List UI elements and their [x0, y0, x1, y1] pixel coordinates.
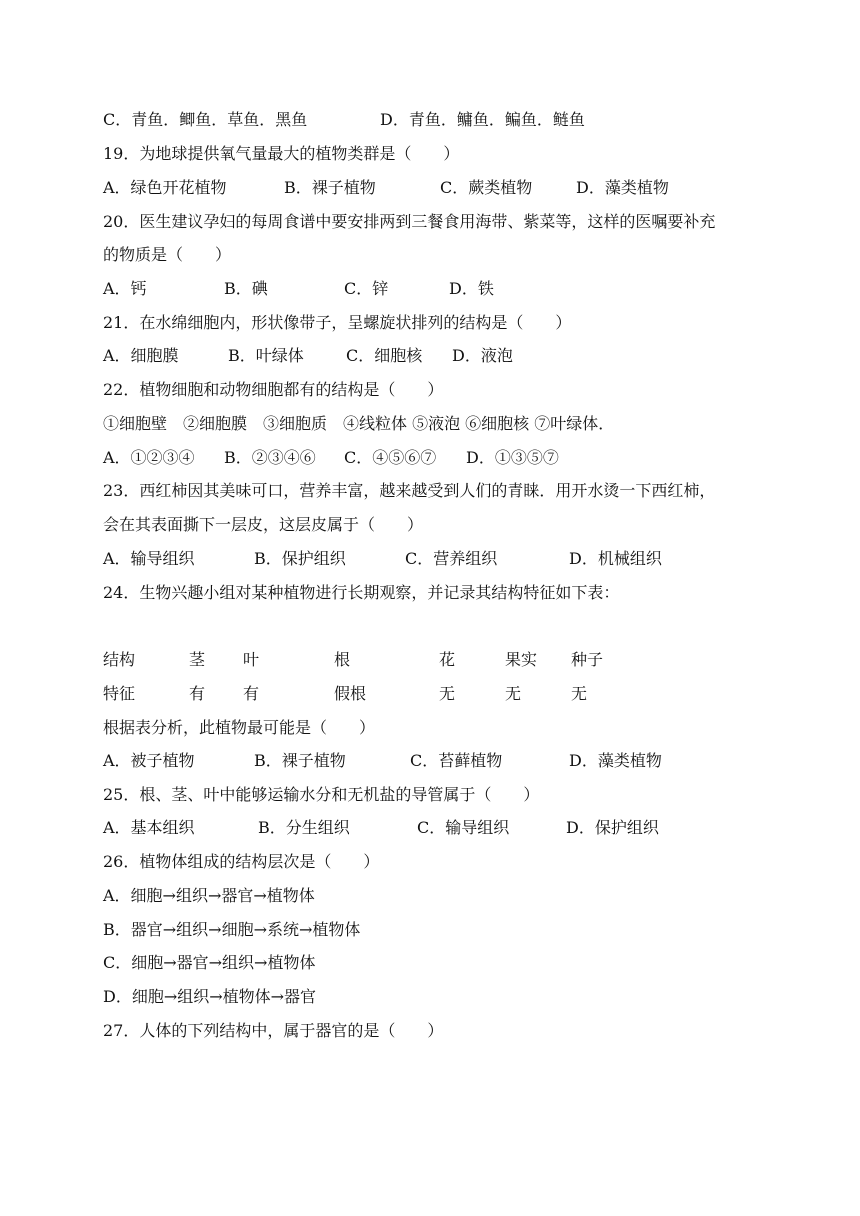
q23-option-c: C．营养组织 [405, 549, 498, 568]
table-cell: 无 [439, 684, 456, 703]
q22-option-c: C．④⑤⑥⑦ [344, 448, 437, 467]
q18-option-c: C．青鱼．鲫鱼．草鱼．黑鱼 [103, 110, 308, 129]
q19-option-b: B．裸子植物 [284, 178, 376, 197]
q26-option-b: B．器官→组织→细胞→系统→植物体 [103, 920, 361, 939]
table-cell: 无 [505, 684, 522, 703]
table-cell: 特征 [103, 684, 136, 703]
table-header-cell: 种子 [571, 650, 604, 669]
table-header-cell: 茎 [189, 650, 206, 669]
q24-stem: 24．生物兴趣小组对某种植物进行长期观察，并记录其结构特征如下表： [103, 583, 620, 602]
q20-option-c: C．锌 [344, 279, 389, 298]
q23-option-d: D．机械组织 [569, 549, 662, 568]
table-header-cell: 根 [334, 650, 351, 669]
q21-option-a: A．细胞膜 [103, 346, 179, 365]
q24-option-d: D．藻类植物 [569, 751, 662, 770]
q22-option-d: D．①③⑤⑦ [466, 448, 559, 467]
table-cell: 有 [243, 684, 260, 703]
q25-option-b: B．分生组织 [258, 818, 350, 837]
q22-option-b: B．②③④⑥ [224, 448, 316, 467]
q22-option-a: A．①②③④ [103, 448, 195, 467]
table-cell: 有 [189, 684, 206, 703]
q20-option-d: D．铁 [449, 279, 494, 298]
table-header-cell: 结构 [103, 650, 136, 669]
q18-option-d: D．青鱼．鳙鱼．鳊鱼．鲢鱼 [380, 110, 585, 129]
table-header-cell: 果实 [505, 650, 538, 669]
q24-option-b: B．裸子植物 [254, 751, 346, 770]
q20-option-a: A．钙 [103, 279, 147, 298]
q20-stem-line1: 20．医生建议孕妇的每周食谱中要安排两到三餐食用海带、紫菜等，这样的医嘱要补充 [103, 212, 716, 231]
q24-option-c: C．苔藓植物 [410, 751, 503, 770]
q20-stem-line2: 的物质是（ ） [103, 245, 232, 264]
q21-stem: 21．在水绵细胞内，形状像带子，呈螺旋状排列的结构是（ ） [103, 313, 572, 332]
q27-stem: 27．人体的下列结构中，属于器官的是（ ） [103, 1021, 444, 1040]
q19-option-d: D．藻类植物 [576, 178, 669, 197]
q19-stem: 19．为地球提供氧气量最大的植物类群是（ ） [103, 144, 460, 163]
q23-option-a: A．输导组织 [103, 549, 195, 568]
q25-option-c: C．输导组织 [417, 818, 510, 837]
table-header-cell: 叶 [243, 650, 260, 669]
q25-stem: 25．根、茎、叶中能够运输水分和无机盐的导管属于（ ） [103, 785, 540, 804]
q26-option-c: C．细胞→器官→组织→植物体 [103, 953, 316, 972]
q19-option-c: C．蕨类植物 [440, 178, 533, 197]
q23-option-b: B．保护组织 [254, 549, 346, 568]
q23-stem-line1: 23．西红柿因其美味可口，营养丰富，越来越受到人们的青睐．用开水烫一下西红柿， [103, 481, 716, 500]
table-cell: 无 [571, 684, 588, 703]
q21-option-b: B．叶绿体 [228, 346, 304, 365]
q24-stem-2: 根据表分析，此植物最可能是（ ） [103, 718, 376, 737]
q21-option-d: D．液泡 [452, 346, 513, 365]
q26-option-a: A．细胞→组织→器官→植物体 [103, 886, 315, 905]
q25-option-d: D．保护组织 [566, 818, 659, 837]
q19-option-a: A．绿色开花植物 [103, 178, 227, 197]
q24-option-a: A．被子植物 [103, 751, 195, 770]
q21-option-c: C．细胞核 [346, 346, 423, 365]
q26-option-d: D．细胞→组织→植物体→器官 [103, 987, 317, 1006]
table-cell: 假根 [334, 684, 367, 703]
q26-stem: 26．植物体组成的结构层次是（ ） [103, 852, 380, 871]
q25-option-a: A．基本组织 [103, 818, 195, 837]
q22-list: ①细胞壁 ②细胞膜 ③细胞质 ④线粒体 ⑤液泡 ⑥细胞核 ⑦叶绿体． [103, 414, 615, 433]
q20-option-b: B．碘 [224, 279, 268, 298]
table-header-cell: 花 [439, 650, 456, 669]
q23-stem-line2: 会在其表面撕下一层皮，这层皮属于（ ） [103, 515, 424, 534]
q22-stem: 22．植物细胞和动物细胞都有的结构是（ ） [103, 380, 444, 399]
